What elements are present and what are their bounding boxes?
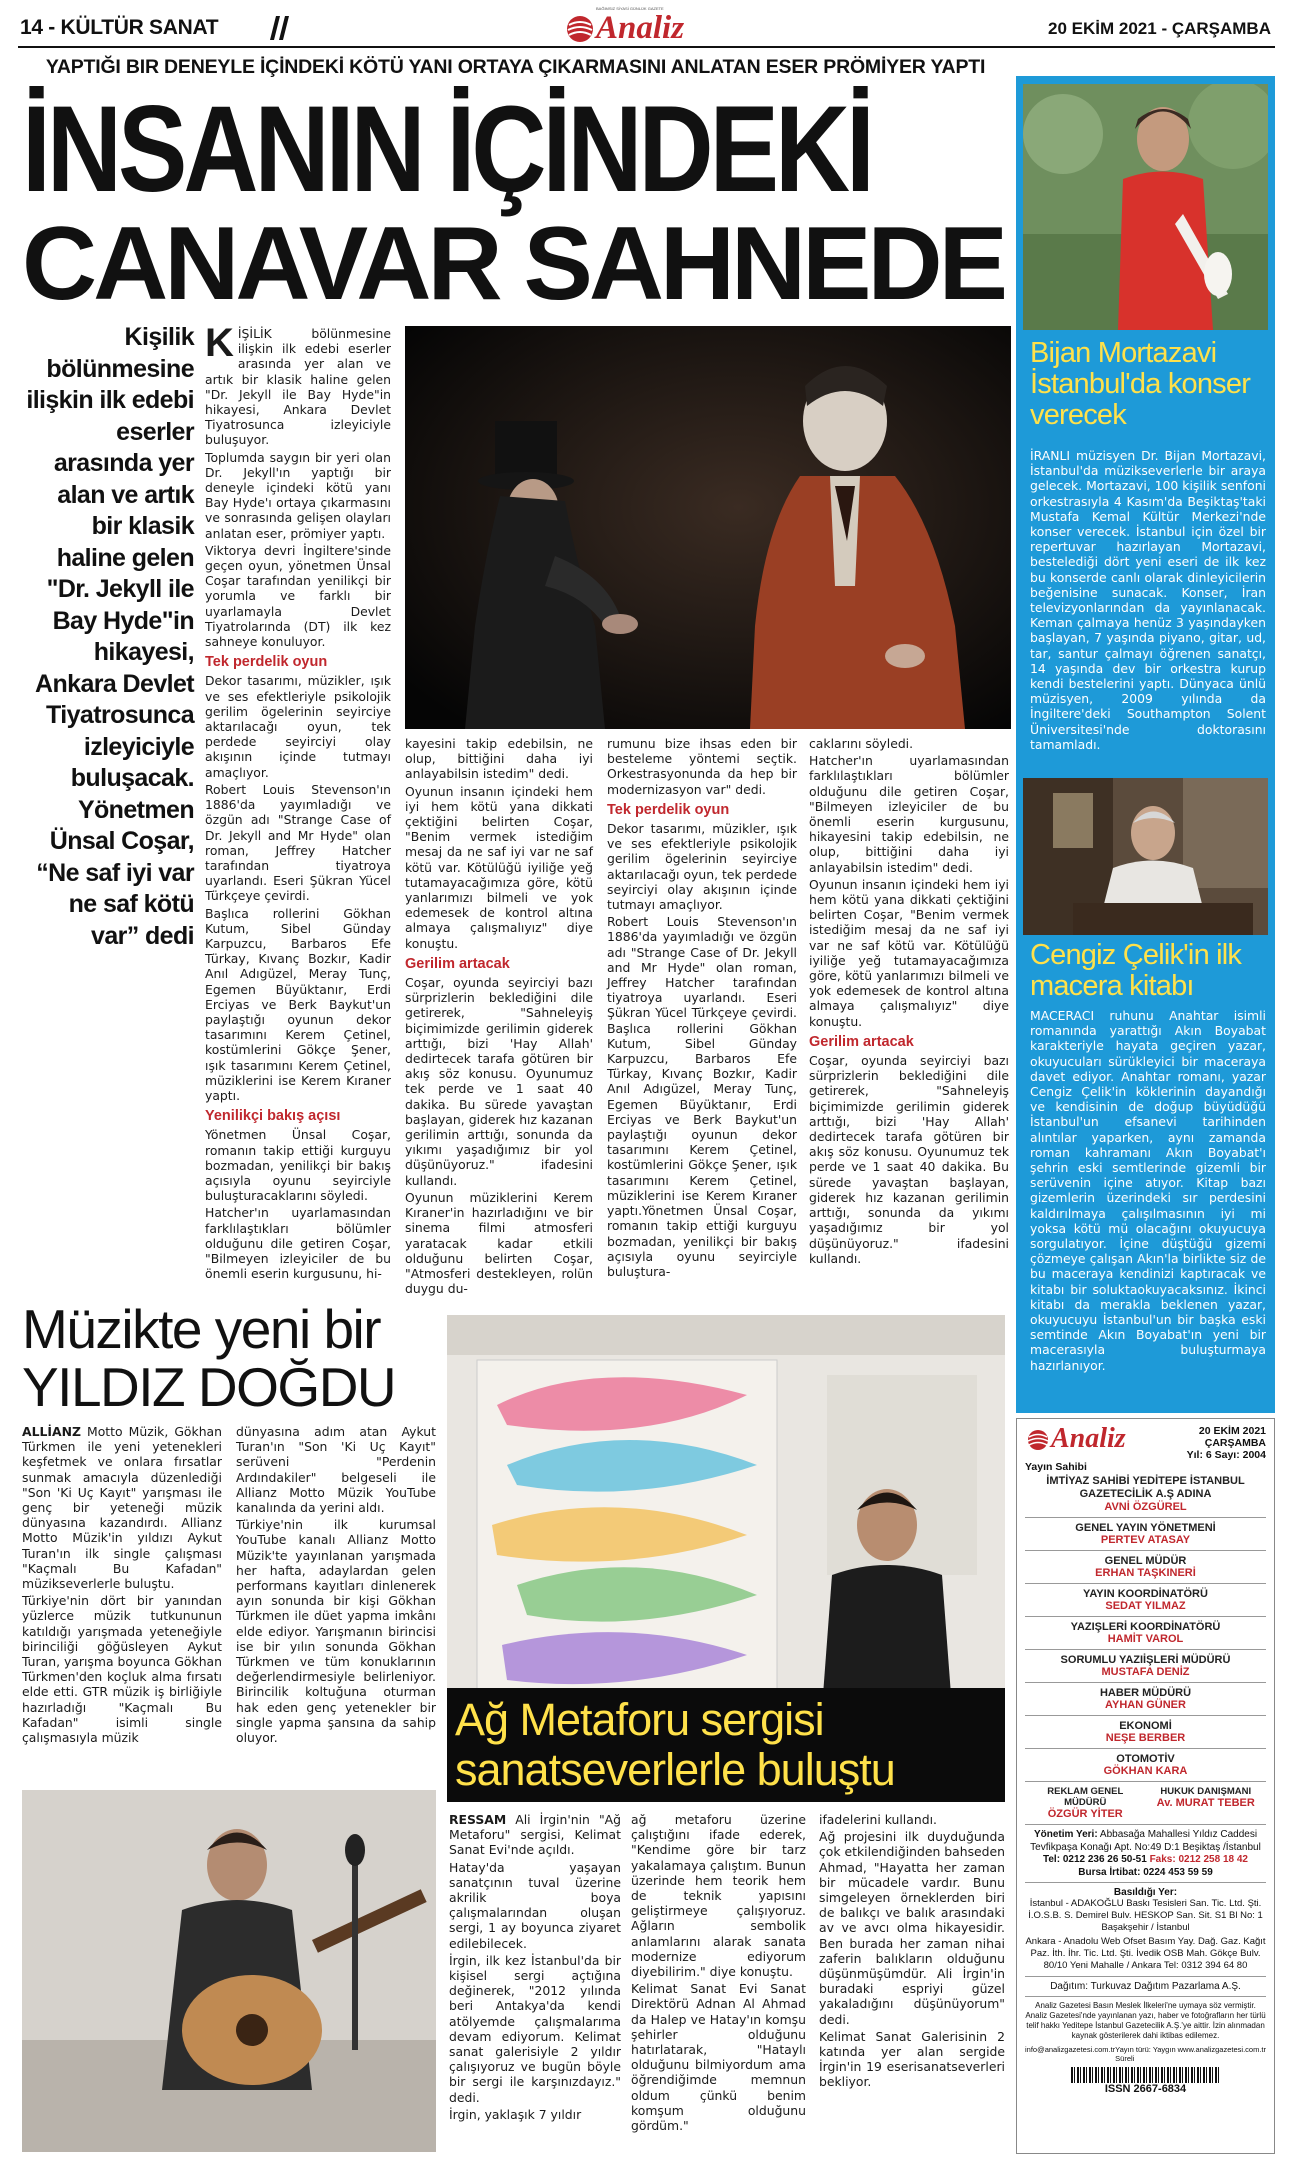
- paragraph: Dekor tasarımı, müzikler, ışık ve ses efektleriyle psikolojik gerilim ögelerinin seyirciye aktarılacağı oyun, tek perdede seyirciyi olay akışının içinde tutmayı amaçlıyor.: [607, 821, 797, 913]
- masthead-role: YAZIŞLERİ KOORDİNATÖRÜ: [1070, 1621, 1221, 1633]
- paragraph: Dekor tasarımı, müzikler, ışık ve ses efektleriyle psikolojik gerilim ögelerinin seyirciye aktarılacağı oyun, tek perdede seyirciyi olay akışının içinde tutmayı amaçlıyor.: [205, 673, 391, 780]
- main-column-2: [405, 736, 593, 1298]
- art-column-1: [449, 1812, 621, 2124]
- paragraph: Oyunun müziklerini Kerem Kıraner'in hazırladığını ve bir sinema filmi atmosferi yaratacak kadar etkili olduğunu belirten Coşar, "Atmosferi destekleyen, rolün duygu du-: [405, 1189, 593, 1297]
- subheading: Gerilim artacak: [405, 955, 510, 972]
- mortazavi-headline: Bijan Mortazavi İstanbul'da konser verecek: [1030, 337, 1251, 431]
- section-label: 14 - KÜLTÜR SANAT: [20, 16, 219, 39]
- paragraph: Toplumda saygın bir yeri olan Dr. Jekyll'ın yaptığı bir deneyle içindeki kötü yanı Bay Hyde'ı ortaya çıkarmasını ve sonrasında gelişen olayları anlatan eser, prömiyer yaptı.: [205, 449, 391, 541]
- main-kicker: YAPTIĞI BIR DENEYLE İÇİNDEKİ KÖTÜ YANI ORTAYA ÇIKARMASINI ANLATAN ESER PRÖMİYER YAPTI: [45, 56, 986, 78]
- paragraph: Hatay'da yaşayan sanatçının tuval üzerine akrilik boya çalışmalarından oluşan sergi, 1 ay boyunca ziyaret edilebilecek.: [449, 1859, 621, 1951]
- paragraph: rumunu bize ihsas eden bir besteleme yöntemi seçtik. Orkestrasyonunda da hep bir modernizasyon var" dedi.: [607, 736, 797, 797]
- lead-word: RESSAM: [449, 1812, 507, 1827]
- main-deck: Kişilik bölünmesine ilişkin ilk edebi eserler arasında yer alan ve artık bir klasik haline gelen "Dr. Jekyll ile Bay Hyde"in hikayesi, Ankara Devlet Tiyatrosunca izleyiciyle buluşacak. Yönetmen Ünsal Coşar, “Ne saf iyi var ne saf kötü var” dedi: [26, 323, 194, 950]
- masthead-name: AYHAN GÜNER: [1105, 1699, 1186, 1711]
- logo-wordmark: Analiz: [596, 10, 685, 46]
- paragraph: İrgin, yaklaşık 7 yıldır: [449, 2106, 582, 2122]
- dropcap: K: [205, 321, 234, 365]
- bursa-contact: Bursa İrtibat: 0224 453 59 59: [1078, 1866, 1213, 1878]
- mortazavi-photo: [1023, 84, 1268, 330]
- celik-photo: [1023, 778, 1268, 935]
- art-headline-line1: Ağ Metaforu sergisi: [455, 1694, 824, 1745]
- paragraph: caklarını söyledi.: [809, 736, 914, 751]
- music-headline-line1: Müzikte yeni bir: [22, 1298, 381, 1360]
- paragraph: kayesini takip edebilsin, ne olup, bittiğini daha iyi anlayabilsin istedim" dedi.: [405, 736, 593, 782]
- logo-globe-icon: [1027, 1429, 1049, 1451]
- masthead-name: ERHAN TAŞKINERİ: [1095, 1567, 1196, 1579]
- phone: Tel: 0212 236 26 50-51: [1043, 1854, 1147, 1865]
- divider: [1025, 1781, 1266, 1782]
- paragraph: Oyunun insanın içindeki hem iyi hem kötü yana dikkati çektiğini belirten Coşar, "Benim vermek istediğim mesaj da ne saf iyi var ne saf kötü var. Kötülüğü iyiliğe yeğ tutamayacağımıza göre, kötü yanlarımızı bilmeli ve yok edemesek de kontrol altına almaya çalışmalıyız" diye konuştu.: [405, 783, 593, 951]
- subheading: Tek perdelik oyun: [205, 654, 328, 671]
- paragraph: İŞİLİK bölünmesine ilişkin ilk edebi eserler arasında yer alan ve artık bir klasik haline gelen "Dr. Jekyll ile Bay Hyde"in hikayesi, Ankara Devlet Tiyatrosunca izleyiciyle buluşuyor.: [205, 326, 391, 448]
- masthead-name: Av. MURAT TEBER: [1156, 1797, 1255, 1809]
- divider: [1025, 1583, 1266, 1584]
- paragraph: Coşar, oyunda seyirciyi bazı sürprizlerin beklediğini dile getirerek, "Sahneleyiş biçimimizde gerilimin giderek arttığı, bizi 'Hay Allah' dedirtecek tarafa götüren bir akış söz konusu. Oyunumuz tek perde ve 1 saat 40 dakika. Bu sürede yavaştan başlayan, giderek hız kazanan gerilimin arttığı, sonunda da yıkımı yaşadığımız bir yol düşünüyoruz." ifadesini kullandı.: [405, 975, 593, 1188]
- masthead-role: OTOMOTİV: [1116, 1753, 1175, 1765]
- paragraph: Türkiye'nin dört bir yanından yüzlerce müzik tutkununun katıldığı yarışmada yeteneğiyle birinciliği göğüsleyen Aykut Turan, yarışma boyunca Gökhan Türkmen'den koçluk alma fırsatı elde etti. GTR müzik iş birliğiyle hazırladığı "Kaçmalı Bu Kafadan" isimli single çalışmasıyla müzik: [22, 1593, 222, 1746]
- masthead-date: 20 EKİM 2021: [1198, 1425, 1266, 1437]
- owner: İMTİYAZ SAHİBİ YEDİTEPE İSTANBUL GAZETECİLİK A.Ş ADINA: [1046, 1475, 1245, 1500]
- print-ankara: Ankara - Anadolu Web Ofset Basım Yay. Dağ. Gaz. Kağıt Paz. İth. İhr. Tic. Ltd. Şti. İvedik OSB Mah. Gökçe Bulv. 80/10 Yeni Mahalle / Ankara Tel: 0312 394 64 80: [1025, 1935, 1266, 1971]
- print-istanbul: İstanbul - ADAKOĞLU Baskı Tesisleri San. Tic. Ltd. Şti. İ.O.S.B. S. Demirel Bulv. HESKOP San. Sit. S1 Bl No: 1 Başakşehir / İstanbul: [1028, 1897, 1263, 1933]
- music-column-1: [22, 1424, 222, 1747]
- divider: [1025, 1649, 1266, 1650]
- main-column-1: [205, 321, 391, 1283]
- paragraph: İrgin, ilk kez İstanbul'da bir kişisel sergi açtığına değinerek, "2012 yılında beri Antakya'da kendi atölyemde çalışmalarıma devam ediyorum. Kelimat sanat galerisiyle 2 yıldır çalışıyoruz ve bugün böyle bir sergi ile karşınızdayız." dedi.: [449, 1952, 621, 2105]
- subheading: Gerilim artacak: [809, 1033, 914, 1050]
- paragraph: Kelimat Sanat Evi Sanat Direktörü Adnan Al Ahmad da Halep ve Hatay'ın komşu şehirler olduğunu hatırlatarak, "Hataylı olduğunu bilmiyordum ama öğrendiğimde memnun oldum çünkü benim komşum olduğunu gördüm.": [631, 1981, 806, 2134]
- publication-type: Yayın türü: Yaygın Süreli: [1115, 2044, 1176, 2063]
- masthead-role: HABER MÜDÜRÜ: [1099, 1687, 1192, 1699]
- divider: [1025, 1996, 1266, 1997]
- divider: [1025, 1616, 1266, 1617]
- email: info@analizgazetesi.com.tr: [1025, 2044, 1116, 2054]
- paragraph: Başlıca rollerini Gökhan Kutum, Sibel Günday Karpuzcu, Barbaros Efe Türkay, Kıvanç Bozkır, Kadir Anıl Adıgüzel, Meray Tunç, Egemen Büyüktanır, Erdi Erciyas ve Berk Baykut'un paylaştığı oyunun dekor tasarımını Kerem Çetinel, kostümlerini Gökçe Şener, ışık tasarımını Kerem Çetinel, müziklerini ise Kerem Kıraner yaptı.: [205, 905, 391, 1103]
- divider: [1025, 1682, 1266, 1683]
- subheading: Yenilikçi bakış açısı: [205, 1108, 341, 1125]
- legal-note: Analiz Gazetesi Basın Meslek İlkeleri'ne uymaya söz vermiştir. Analiz Gazetesi'nde yayınlanan yazı, haber ve fotoğrafların her türlü telif hakkı Yeditepe İstanbul Gazetecilik A.Ş.'ye aittir. İzin alınmadan kaynak gösterilerek dahi iktibas edilemez.: [1025, 2000, 1266, 2040]
- paragraph: Ali İrgin'nin "Ağ Metaforu" sergisi, Kelimat Sanat Evi'nde açıldı.: [449, 1812, 621, 1858]
- main-headline-line2: CANAVAR SAHNEDE: [22, 206, 1004, 322]
- masthead-name: GÖKHAN KARA: [1103, 1765, 1188, 1777]
- divider: [1025, 1550, 1266, 1551]
- paragraph: Ağ projesini ilk duyduğunda çok etkilendiğinden bahseden Ahmad, "Hayatta her zaman bir mücadele vardır. Bunu simgeleyen örneklerden biri de balıkçı ve balık arasındaki av ve avcı olma hikayesidir. Ben burada her zaman nihai zaferin balıkların olduğunu düşünmüşümdür. Ali İrgin'in buradaki espriyi güzel yakaladığını düşünüyorum" dedi.: [819, 1829, 1006, 2027]
- main-column-4: [809, 736, 1009, 1268]
- barcode: [1071, 2067, 1221, 2083]
- owner-label: Yayın Sahibi: [1025, 1461, 1087, 1473]
- print-label: Basıldığı Yer:: [1113, 1886, 1178, 1898]
- mortazavi-body: İRANLI müzisyen Dr. Bijan Mortazavi, İstanbul'da müzikseverlerle bir araya gelecek. Mortazavi, 100 kişilik senfoni orkestrasıyla 4 Kasım'da Beşiktaş'taki Mustafa Kemal Kültür Merkezi'nde konser verecek. İstanbul için özel bir repertuvar hazırlayan Mortazavi, bestelediği dört yeni eseri de ilk kez bu konserde canlı olarak dinleyicilerin beğenisine sunacak. Konser, İran televizyonlarından da yayınlanacak. Keman çalmaya henüz 3 yaşındayken başlayan, 7 yaşında piyano, gitar, ud, tar, santur çalmayı öğrenen sanatçı, 14 yaşında dev bir orkestra kurup kendi bestelerini yaptı. Dünyaca ünlü müzisyen, 2009 yılında da İngiltere'deki Southampton Solent Üniversitesi'nde doktorasını tamamladı.: [1030, 448, 1266, 752]
- distribution: Dağıtım: Turkuvaz Dağıtım Pazarlama A.Ş.: [1050, 1980, 1241, 1992]
- masthead-name: ÖZGÜR YİTER: [1047, 1808, 1123, 1820]
- paragraph: ağ metaforu üzerine çalıştığını ifade ederek, "Kendime göre bir tarz yakalamaya çalıştım. Bunun üzerinde hem teorik hem de teknik yapısını geliştirmeye çalışıyoruz. Ağların sembolik anlamlarını alarak sanata modernize ediyorum diyebilirim." diye konuştu.: [631, 1812, 806, 1980]
- address-label: Yönetim Yeri:: [1033, 1829, 1098, 1840]
- divider: [1025, 1882, 1266, 1883]
- masthead-role: HUKUK DANIŞMANI: [1160, 1786, 1252, 1797]
- masthead-role: SORUMLU YAZIİŞLERİ MÜDÜRÜ: [1060, 1654, 1231, 1666]
- masthead-role: REKLAM GENEL MÜDÜRÜ: [1047, 1786, 1124, 1808]
- masthead-issue: Yıl: 6 Sayı: 2004: [1186, 1449, 1266, 1461]
- masthead-role: EKONOMİ: [1119, 1720, 1172, 1732]
- celik-headline: Cengiz Çelik'in ilk macera kitabı: [1030, 939, 1242, 1002]
- celik-body: MACERACI ruhunu Anahtar isimli romanında yarattığı Akın Boyabat karakteriyle hayata geçiren yazar, okuyucuları sürükleyici bir maceraya davet ediyor. Anahtar romanı, yazar Cengiz Çelik'in köklerinin dayandığı ve kendisinin de doğup büyüdüğü İstanbul'un efsanevi tarihinden alıntılar yaparken, aynı zamanda roman kahramanı Akın Boyabat'ı şehrin eski semtlerinde gizemli bir serüvenin içine atıyor. Kitap bazı gizemlerin üzerindeki sır perdesini kaldırılmaya çalışılmasının iyi mi yoksa kötü mü olacağını okuyucuya sorgulatıyor. İçine düştüğü gizemi çözmeye çalışan Akın'la birlikte siz de bu maceraya kendinizi kaptıracak ve kitabı bir soluktaokuyacaksınız. İkinci kitabı da merakla beklenen yazar, okuyucuyu İstanbul'un bir başka eski semtinde Akın Boyabat'ın yeni bir macerasıyla buluşturmaya hazırlanıyor.: [1030, 1008, 1266, 1373]
- logo-globe-icon: [566, 15, 594, 43]
- paragraph: Motto Müzik, Gökhan Türkmen ile yeni yetenekleri keşfetmek ve onlara fırsatlar sunmak amacıyla düzenlediği "Son 'Ki Uç Kayıt" yarışması ile genç bir yeteneği müzik dünyasına kazandırdı. Allianz Motto Müzik'in yıldızı Aykut Turan'ın ilk single çalışması "Kaçmalı Bu Kafadan" müzikseverlerle buluştu.: [22, 1424, 222, 1592]
- subheading: Tek perdelik oyun: [607, 801, 730, 818]
- issn: ISSN 2667-6834: [1104, 2082, 1187, 2095]
- guitarist-photo: [22, 1790, 436, 2152]
- divider: [1025, 1715, 1266, 1716]
- section-slash-icon: [270, 16, 292, 40]
- paragraph: Robert Louis Stevenson'ın 1886'da yayımladığı ve özgün adı "Strange Case of Dr. Jekyll and Mr Hyde" olan roman, Jeffrey Hatcher tarafından tiyatroya uyarlandı. Eseri Şükran Yücel Türkçeye çevirdi.: [205, 781, 391, 904]
- masthead-name: SEDAT YILMAZ: [1105, 1600, 1186, 1612]
- website: www.analizgazetesi.com.tr: [1177, 2044, 1266, 2054]
- masthead-role: YAYIN KOORDİNATÖRÜ: [1083, 1588, 1208, 1600]
- logo-tagline: BAĞIMSIZ SİYASİ GÜNLÜK GAZETE: [596, 6, 664, 11]
- paragraph: Yönetmen Ünsal Coşar, romanın takip ettiği kurguyu bozmadan, yenilikçi bir bakış açısıyla oyunu seyirciyle buluşturacaklarını söyledi.: [205, 1127, 391, 1204]
- divider: [1025, 1748, 1266, 1749]
- paragraph: Hatcher'ın uyarlamasından farklılaştıkları bölümler olduğunu dile getiren Coşar, "Bilmeyen izleyiciler de bu önemli eserin kurgusunu, hikayesini takip edebilsin, ne olup, bittiğini daha iyi anlayabilsin istedim" dedi.: [809, 753, 1009, 875]
- paragraph: Türkiye'nin ilk kurumsal YouTube kanalı Allianz Motto Müzik'te yayınlanan yarışmada her hafta, adaylardan gelen performans kayıtları dinlenerek ayın sonunda bir kişi Gökhan Türkmen ile düet yapma imkânı elde ediyor. Yarışmanın birincisi ise bir yılın sonunda Gökhan Türkmen ve tüm konuklarının değerlendirmesiyle belirleniyor. Birincilik koltuğuna oturman hak eden genç yetenekler bir single yapma şansına da sahip oluyor.: [236, 1517, 436, 1746]
- masthead-role: GENEL YAYIN YÖNETMENİ: [1075, 1522, 1216, 1534]
- art-headline-line2: sanatseverlerle buluştu: [455, 1744, 895, 1795]
- divider: [1025, 1824, 1266, 1825]
- masthead-logo: Analiz: [1051, 1423, 1126, 1454]
- paragraph: Viktorya devri İngiltere'sinde geçen oyun, yönetmen Ünsal Coşar tarafından yenilikçi bir yorumla ve farklı bir uyarlamayla Devlet Tiyatrolarında (DT) ilk kez sahneye konuluyor.: [205, 542, 391, 650]
- masthead-name: NEŞE BERBER: [1105, 1732, 1186, 1744]
- divider: [1025, 1517, 1266, 1518]
- masthead-box: [1016, 1418, 1275, 2154]
- paragraph: ifadelerini kullandı.: [819, 1812, 937, 1827]
- fax: Faks: 0212 258 18 42: [1149, 1854, 1248, 1865]
- header-rule: [18, 46, 1275, 48]
- main-column-3: [607, 736, 797, 1281]
- paragraph: Hatcher'ın uyarlamasından farklılaştıkları bölümler olduğunu dile getiren Coşar, "Bilmeyen izleyiciler de bu önemli eserin kurgusunu, hi-: [205, 1205, 391, 1282]
- masthead-name: HAMİT VAROL: [1107, 1633, 1184, 1645]
- music-column-2: [236, 1424, 436, 1747]
- masthead-day: ÇARŞAMBA: [1204, 1437, 1266, 1449]
- address: Abbasağa Mahallesi Yıldız Caddesi Tevfikpaşa Konağı Apt. No:49 D:1 Beşiktaş /İstanbul: [1030, 1829, 1261, 1853]
- main-headline-line1: İNSANIN İÇİNDEKİ: [22, 81, 871, 219]
- theater-photo: [405, 326, 1011, 729]
- page-header: [18, 6, 1275, 46]
- paragraph: dünyasına adım atan Aykut Turan'ın "Son 'Ki Uç Kayıt" serüveni "Perdenin Ardındakiler" belgeseli ile Allianz Motto Müzik YouTube kanalında da yerini aldı.: [236, 1424, 436, 1516]
- paragraph: Kelimat Sanat Galerisinin 2 katında yer alan sergide İrgin'in 19 eserisanatseverleri bekliyor.: [819, 2028, 1005, 2090]
- header-logo: [566, 6, 766, 46]
- owner-name: AVNİ ÖZGÜREL: [1104, 1501, 1187, 1513]
- masthead-role: GENEL MÜDÜR: [1104, 1555, 1187, 1567]
- paragraph: Oyunun insanın içindeki hem iyi hem kötü yana dikkati çektiğini belirten Coşar, "Benim vermek istediğim mesaj da ne saf iyi var ne saf kötü var. Kötülüğü iyiliğe yeğ tutamayacağımıza göre, kötü yanlarımızı bilmeli ve yok edemesek de kontrol altına almaya çalışmalıyız" diye konuştu.: [809, 876, 1009, 1029]
- masthead-name: PERTEV ATASAY: [1100, 1534, 1191, 1546]
- music-headline-line2: YILDIZ DOĞDU: [22, 1356, 396, 1418]
- art-column-2: [631, 1812, 806, 2135]
- divider: [1025, 1976, 1266, 1977]
- header-date: 20 EKİM 2021 - ÇARŞAMBA: [1048, 19, 1271, 38]
- paragraph: Robert Louis Stevenson'ın 1886'da yayımladığı ve özgün adı "Strange Case of Dr. Jekyll and Mr Hyde" olan roman, Jeffrey Hatcher tarafından tiyatroya uyarlandı. Eseri Şükran Yücel Türkçeye çevirdi. Başlıca rollerini Gökhan Kutum, Sibel Günday Karpuzcu, Barbaros Efe Türkay, Kıvanç Bozkır, Kadir Anıl Adıgüzel, Meray Tunç, Egemen Büyüktanır, Erdi Erciyas ve Berk Baykut'un paylaştığı oyunun dekor tasarımını Kerem Çetinel, kostümlerini Gökçe Şener, ışık tasarımını Kerem Çetinel, müziklerini ise Kerem Kıraner yaptı.Yönetmen Ünsal Coşar, romanın takip ettiği kurguyu bozmadan, yenilikçi bir bakış açısıyla oyunu seyirciyle buluştura-: [607, 914, 797, 1279]
- lead-word: ALLİANZ: [22, 1424, 81, 1439]
- masthead-name: MUSTAFA DENİZ: [1101, 1666, 1190, 1678]
- art-column-3: [819, 1812, 1005, 2092]
- paragraph: Coşar, oyunda seyirciyi bazı sürprizlerin beklediğini dile getirerek, "Sahneleyiş biçimimizde gerilimin giderek arttığı, bizi 'Hay Allah' dedirtecek tarafa götüren bir akış söz konusu. Oyunumuz tek perde ve 1 saat 40 dakika. Bu sürede yavaştan başlayan, giderek hız kazanan gerilimin arttığı, sonunda da yıkımı yaşadığımız bir yol düşünüyoruz." ifadesini kullandı.: [809, 1053, 1009, 1266]
